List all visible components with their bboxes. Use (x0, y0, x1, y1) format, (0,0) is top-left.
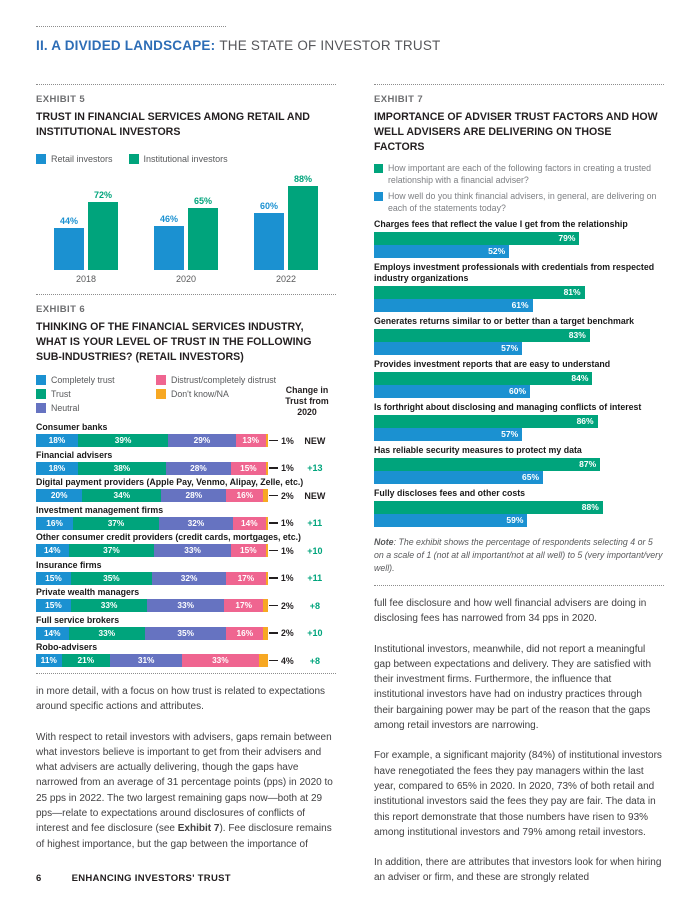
stacked-bar (36, 462, 268, 475)
h-bar: 88% (374, 501, 603, 514)
bar (188, 196, 218, 270)
legend-swatch (36, 375, 46, 385)
bar-segment: 33% (182, 654, 259, 667)
callout-line (269, 660, 278, 662)
factor-row (374, 402, 664, 441)
bar-segment: 16% (36, 517, 73, 530)
bar-segment (266, 434, 268, 447)
bar-segment (263, 599, 268, 612)
change-value: +8 (309, 600, 320, 611)
legend-swatch (36, 389, 46, 399)
bar-segment: 16% (226, 489, 263, 502)
legend-swatch (374, 164, 383, 173)
paragraph (36, 730, 336, 852)
paragraph (374, 642, 664, 734)
factor-label: Generates returns similar to or better than a target benchmark (374, 316, 635, 326)
h-bar: 65% (374, 471, 543, 484)
bar-segment: 31% (110, 654, 182, 667)
dont-know-value: 1% (280, 518, 294, 528)
callout-line (269, 495, 278, 497)
legend-label: Completely trust (51, 375, 115, 385)
factor-label: Provides investment reports that are easy to understand (374, 359, 611, 369)
legend-label: Retail investors (51, 154, 113, 164)
factor-row (374, 445, 664, 484)
x-axis-label: 2018 (75, 274, 97, 284)
stacked-bar-row (36, 434, 336, 447)
x-axis-label: 2022 (275, 274, 297, 284)
change-value: NEW (304, 435, 326, 446)
bar-segment (266, 462, 268, 475)
h-bar: 81% (374, 286, 585, 299)
bar-segment: 20% (36, 489, 82, 502)
stacked-bar-row (36, 599, 336, 612)
factor-label: Employs investment professionals with credentials from respected industry organizations (374, 262, 655, 283)
bar-segment: 33% (154, 544, 231, 557)
bar-segment: 34% (82, 489, 161, 502)
dont-know-value: 1% (280, 545, 294, 556)
body-right (374, 596, 664, 886)
note-text: : The exhibit shows the percentage of respondents selecting 4 or 5 on a scale of 1 (not at all important/not at all well) to 5 (very important/very well). (374, 537, 663, 573)
bar-segment: 18% (36, 434, 78, 447)
bar-rect (254, 213, 284, 270)
stacked-bar-row (36, 462, 336, 475)
legend-item (36, 401, 156, 415)
legend-item (129, 154, 228, 164)
bar-segment: 17% (226, 572, 265, 585)
stacked-bar-row (36, 572, 336, 585)
exhibit7-title: IMPORTANCE OF ADVISER TRUST FACTORS AND HOW WELL ADVISERS ARE DELIVERING ON THOSE FACTORS (374, 111, 658, 153)
legend-swatch (374, 192, 383, 201)
two-column-layout (36, 84, 664, 901)
bar-value-label: 88% (293, 174, 312, 184)
legend-item (36, 154, 113, 164)
h-bar: 83% (374, 329, 590, 342)
divider-rule (36, 294, 336, 295)
stacked-bar (36, 517, 268, 530)
bar-segment: 35% (71, 572, 152, 585)
bar-segment: 37% (73, 517, 159, 530)
text-run: For example, a significant majority (84%) of institutional investors have renegotiated the fees they pay managers within the last year, compared to 65% in 2020. In 2020, 73% of both retail and institutional investors said the fees they pay are fair. The data in this report demonstrate that those numbers have risen to 93% among institutional investors and 79% among retail investors. (374, 750, 662, 838)
factor-row (374, 488, 664, 527)
section-kicker: II. A DIVIDED LANDSCAPE: (36, 38, 216, 53)
bar-segment (266, 544, 268, 557)
bar-pair (54, 190, 118, 270)
exhibit6-title: THINKING OF THE FINANCIAL SERVICES INDUSTRY, WHAT IS YOUR LEVEL OF TRUST IN THE FOLLOWING SUB-INDUSTRIES? (RETAIL INVESTORS) (36, 321, 312, 363)
legend-label: Don't know/NA (171, 389, 229, 399)
divider-rule (374, 585, 664, 586)
bar-segment: 33% (69, 627, 146, 640)
bar-segment: 15% (36, 572, 71, 585)
factor-row (374, 262, 664, 312)
exhibit6-label: EXHIBIT 6 (36, 304, 85, 315)
bar-rect (188, 208, 218, 270)
dont-know-value: 1% (281, 435, 294, 446)
legend-label: How important are each of the following factors in creating a trusted relationship with a financial adviser? (388, 163, 652, 185)
text-run: ). Fee disclosure remains of highest importance, but the gap between the importance of (36, 823, 332, 850)
body-left (36, 684, 336, 852)
paragraph (374, 596, 664, 627)
exhibit6-legend-area (36, 373, 336, 415)
bar-value-label: 65% (193, 196, 212, 206)
bar-segment: 28% (166, 462, 231, 475)
stacked-bar (36, 544, 268, 557)
legend-item (36, 387, 156, 401)
bar-segment: 37% (69, 544, 155, 557)
exhibit5-chart (36, 170, 336, 284)
paragraph (374, 855, 664, 886)
divider-rule (36, 673, 336, 674)
category-label: Digital payment providers (Apple Pay, Venmo, Alipay, Zelle, etc.) (36, 477, 304, 487)
category-label: Investment management firms (36, 504, 164, 515)
legend-item (374, 163, 664, 186)
callout-line (269, 632, 278, 634)
x-axis-label: 2020 (175, 274, 197, 284)
bar-pair (154, 196, 218, 270)
paragraph (36, 684, 336, 715)
dont-know-value: 2% (280, 600, 294, 611)
stacked-bar (36, 489, 268, 502)
paragraph (374, 748, 664, 840)
page-footer (36, 873, 231, 884)
exhibit5-title: TRUST IN FINANCIAL SERVICES AMONG RETAIL AND INSTITUTIONAL INVESTORS (36, 111, 310, 138)
text-run: in more detail, with a focus on how trust is related to expectations around specific actions and attributes. (36, 686, 326, 713)
bar-segment: 39% (78, 434, 169, 447)
h-bar: 87% (374, 458, 600, 471)
exhibit5-label: EXHIBIT 5 (36, 94, 85, 105)
change-value: +11 (307, 573, 323, 583)
legend-swatch (129, 154, 139, 164)
legend-item (156, 373, 280, 387)
stacked-bar-row (36, 654, 336, 667)
exhibit7-note (374, 536, 664, 575)
category-label: Insurance firms (36, 559, 102, 570)
callout-line (269, 440, 278, 442)
category-label: Financial advisers (36, 449, 113, 460)
dont-know-value: 1% (280, 573, 294, 583)
exhibit7-legend (374, 163, 664, 214)
factor-label: Fully discloses fees and other costs (374, 488, 526, 498)
change-column-header: Change in Trust from 2020 (285, 385, 329, 417)
legend-item (374, 191, 664, 214)
divider-rule (374, 84, 664, 85)
callout-line (269, 605, 278, 607)
legend-label: Trust (51, 389, 71, 399)
h-bar: 52% (374, 245, 509, 258)
exhibit7-label: EXHIBIT 7 (374, 94, 423, 105)
stacked-bar-row (36, 489, 336, 502)
top-dotted-rule (36, 26, 226, 27)
factor-row (374, 316, 664, 355)
bar-segment: 18% (36, 462, 78, 475)
bar-segment (266, 572, 268, 585)
legend-label: How well do you think financial advisers, in general, are delivering on each of the statements today? (388, 191, 657, 213)
footer-title: ENHANCING INVESTORS' TRUST (71, 873, 231, 884)
category-label: Consumer banks (36, 422, 108, 432)
change-value: +8 (309, 655, 320, 666)
factor-label: Has reliable security measures to protect my data (374, 445, 582, 455)
bar-rect (88, 202, 118, 270)
change-value: +11 (307, 518, 323, 528)
bar (288, 174, 318, 270)
bar-rect (154, 226, 184, 270)
stacked-bar (36, 599, 268, 612)
page-number: 6 (36, 873, 42, 884)
bar-segment: 29% (168, 434, 235, 447)
bar-segment (259, 654, 268, 667)
bar-group (54, 190, 118, 284)
bar-value-label: 46% (159, 214, 178, 224)
bar-group (154, 196, 218, 284)
h-bar: 60% (374, 385, 530, 398)
exhibit6-chart (36, 422, 336, 667)
exhibit5-legend (36, 154, 336, 164)
category-label: Full service brokers (36, 614, 120, 625)
legend-label: Distrust/completely distrust (171, 375, 277, 385)
bar-rect (54, 228, 84, 270)
bar (88, 190, 118, 270)
bar-segment: 11% (36, 654, 62, 667)
bar-segment: 13% (236, 434, 266, 447)
h-bar: 59% (374, 514, 527, 527)
stacked-bar (36, 434, 268, 447)
bar (154, 214, 184, 270)
h-bar: 61% (374, 299, 533, 312)
factor-label: Charges fees that reflect the value I get from the relationship (374, 219, 628, 229)
bar-segment: 15% (231, 462, 266, 475)
stacked-bar (36, 654, 268, 667)
stacked-bar (36, 627, 268, 640)
callout-line (269, 467, 278, 469)
text-run: With respect to retail investors with advisers, gaps remain between what investors believe is important to get from their advisers and what advisers are actually delivering, though the gaps have narrowed from an average of 31 percentage points (pps) in 2020 to 25 pps in 2022. The two largest remaining gaps now—both at 29 pps—relate to expectations around disclosures of conflicts of interest and fee disclosure (see (36, 731, 333, 835)
exhibit7-chart (374, 219, 664, 527)
bar-segment: 17% (224, 599, 263, 612)
left-column (36, 84, 336, 867)
stacked-bar (36, 572, 268, 585)
right-column (374, 84, 664, 901)
dont-know-value: 2% (280, 628, 294, 638)
h-bar: 57% (374, 342, 522, 355)
change-value: +13 (307, 463, 323, 473)
text-run: Institutional investors, meanwhile, did not report a meaningful gap between expectations and delivery. They are satisfied with their investment firms. Furthermore, the influence that institutional investors have had on industry practices through their bargaining power may be part of the reason that the gaps among retail investors are narrowing. (374, 643, 652, 732)
stacked-bar-row (36, 517, 336, 530)
dont-know-value: 2% (280, 490, 294, 501)
bar-segment: 35% (145, 627, 226, 640)
bar-value-label: 60% (259, 201, 278, 211)
bar-segment: 33% (71, 599, 148, 612)
h-bar: 86% (374, 415, 598, 428)
exhibit6-legend (36, 373, 280, 415)
legend-item (36, 373, 156, 387)
bar-segment: 38% (78, 462, 166, 475)
bar-segment (263, 627, 268, 640)
category-label: Private wealth managers (36, 587, 140, 597)
bar-segment: 28% (161, 489, 226, 502)
change-value: +10 (307, 545, 323, 556)
stacked-bar-row (36, 544, 336, 557)
callout-line (269, 577, 278, 579)
legend-swatch (156, 375, 166, 385)
text-run: full fee disclosure and how well financial advisers are doing in disclosing fees has narrowed from 34 pps in 2020. (374, 598, 647, 625)
bar (54, 216, 84, 270)
bar-segment: 14% (36, 627, 69, 640)
legend-item (156, 387, 280, 401)
callout-line (269, 522, 278, 524)
dont-know-value: 4% (280, 655, 294, 666)
bar (254, 201, 284, 270)
page-header (36, 38, 440, 53)
factor-row (374, 219, 664, 258)
category-label: Other consumer credit providers (credit cards, mortgages, etc.) (36, 532, 301, 542)
h-bar: 79% (374, 232, 579, 245)
change-value: NEW (304, 490, 326, 501)
text-run: Exhibit 7 (177, 823, 220, 835)
bar-rect (288, 186, 318, 270)
bar-segment: 32% (152, 572, 226, 585)
bar-segment: 32% (159, 517, 233, 530)
legend-swatch (36, 154, 46, 164)
bar-segment: 33% (147, 599, 224, 612)
h-bar: 57% (374, 428, 522, 441)
bar-value-label: 72% (93, 190, 112, 200)
legend-label: Institutional investors (143, 154, 228, 164)
divider-rule (36, 84, 336, 85)
bar-value-label: 44% (59, 216, 78, 226)
bar-segment: 16% (226, 627, 263, 640)
note-label: Note (374, 537, 394, 547)
legend-swatch (156, 389, 166, 399)
bar-segment: 21% (62, 654, 111, 667)
bar-segment: 14% (233, 517, 266, 530)
bar-segment: 15% (231, 544, 266, 557)
factor-label: Is forthright about disclosing and managing conflicts of interest (374, 402, 642, 412)
h-bar: 84% (374, 372, 592, 385)
change-value: +10 (307, 628, 323, 638)
category-label: Robo-advisers (36, 642, 98, 652)
dont-know-value: 1% (281, 463, 294, 473)
bar-segment (266, 517, 268, 530)
bar-segment: 14% (36, 544, 69, 557)
page-title: THE STATE OF INVESTOR TRUST (219, 38, 441, 53)
bar-segment: 15% (36, 599, 71, 612)
text-run: In addition, there are attributes that investors look for when hiring an adviser or firm, and these are strongly related (374, 857, 662, 884)
bar-pair (254, 174, 318, 270)
bar-segment (263, 489, 268, 502)
legend-swatch (36, 403, 46, 413)
legend-label: Neutral (51, 403, 80, 413)
stacked-bar-row (36, 627, 336, 640)
bar-group (254, 174, 318, 284)
factor-row (374, 359, 664, 398)
callout-line (269, 550, 278, 552)
